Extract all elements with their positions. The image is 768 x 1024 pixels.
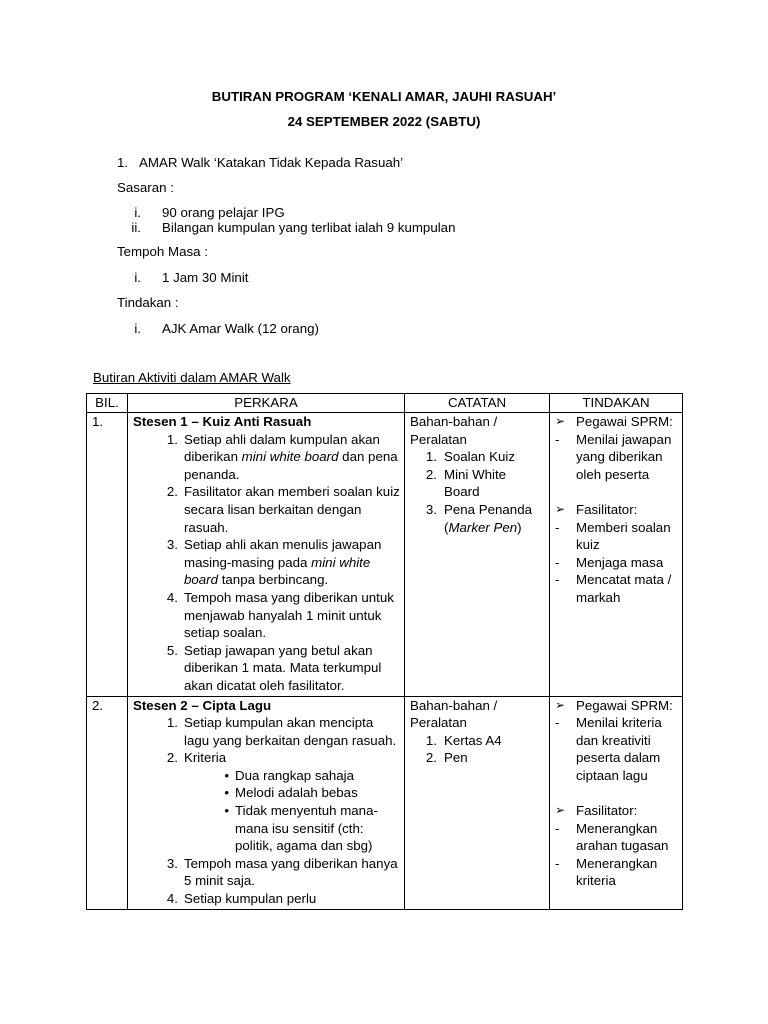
sasaran-text-1: 90 orang pelajar IPG bbox=[162, 205, 285, 220]
list-item: 4. Setiap kumpulan perlu bbox=[166, 891, 317, 907]
program-item-number: 1. bbox=[117, 155, 129, 170]
document-date: 24 SEPTEMBER 2022 (SABTU) bbox=[287, 114, 481, 129]
dash-bullet-icon: - bbox=[555, 855, 560, 871]
station-1-title: Stesen 1 – Kuiz Anti Rasuah bbox=[133, 414, 312, 429]
row-1-tindakan bbox=[550, 413, 683, 697]
station-2-title: Stesen 2 – Cipta Lagu bbox=[133, 697, 272, 713]
tindakan-role: ➢ Fasilitator: bbox=[555, 803, 638, 819]
tempoh-label: Tempoh Masa : bbox=[117, 244, 208, 259]
tindakan-task: - Menerangkan kriteria bbox=[555, 855, 658, 889]
arrowhead-bullet-icon: ➢ bbox=[555, 501, 566, 516]
header-perkara: PERKARA bbox=[128, 394, 405, 413]
activity-table bbox=[86, 393, 683, 910]
row-2-catatan bbox=[405, 696, 550, 909]
row-2-tindakan bbox=[550, 696, 683, 909]
dash-bullet-icon: - bbox=[555, 431, 560, 447]
sasaran-text-2: Bilangan kumpulan yang terlibat ialah 9 kumpulan bbox=[162, 220, 456, 235]
table-row bbox=[87, 696, 683, 909]
disc-bullet-icon: • bbox=[224, 785, 229, 801]
tindakan-num-1: i. bbox=[134, 321, 141, 336]
tindakan-task: - Memberi soalan kuiz bbox=[555, 519, 671, 553]
list-item: 2. Kriteria bbox=[166, 750, 227, 766]
tindakan-text-1: AJK Amar Walk (12 orang) bbox=[162, 321, 319, 336]
table-caption: Butiran Aktiviti dalam AMAR Walk bbox=[93, 370, 291, 385]
dash-bullet-icon: - bbox=[555, 572, 560, 588]
sasaran-num-1: i. bbox=[134, 205, 141, 220]
list-item: 1. Soalan Kuiz bbox=[425, 449, 515, 465]
row-1-bil: 1. bbox=[87, 413, 128, 697]
tindakan-task: - Menjaga masa bbox=[555, 554, 664, 570]
tempoh-num-1: i. bbox=[134, 270, 141, 285]
tindakan-task: - Menilai kriteria dan kreativiti peserta dalam ciptaan lagu bbox=[555, 715, 662, 783]
tempoh-text-1: 1 Jam 30 Minit bbox=[162, 270, 249, 285]
list-item: 1. Setiap kumpulan akan mencipta lagu yang berkaitan dengan rasuah. bbox=[166, 715, 397, 748]
list-item: 3. Pena Penanda (Marker Pen) bbox=[425, 501, 532, 535]
list-item: • Tidak menyentuh mana-mana isu sensitif (cth: politik, agama dan sbg) bbox=[133, 802, 400, 855]
row-2-perkara bbox=[128, 696, 405, 909]
header-catatan: CATATAN bbox=[405, 394, 550, 413]
list-item: 5. Setiap jawapan yang betul akan diberikan 1 mata. Mata terkumpul akan dicatat oleh fasilitator. bbox=[166, 642, 382, 693]
row-1-catatan bbox=[405, 413, 550, 697]
arrowhead-bullet-icon: ➢ bbox=[555, 414, 566, 428]
list-item: 3. Tempoh masa yang diberikan hanya 5 minit saja. bbox=[166, 855, 398, 889]
dash-bullet-icon: - bbox=[555, 519, 560, 535]
disc-bullet-icon: • bbox=[224, 803, 229, 819]
list-item: • Melodi adalah bebas bbox=[133, 784, 400, 802]
row-1-perkara bbox=[128, 413, 405, 697]
catatan-heading: Bahan-bahan / Peralatan bbox=[410, 697, 498, 731]
sasaran-label: Sasaran : bbox=[117, 180, 174, 195]
tindakan-role: ➢ Pegawai SPRM: bbox=[555, 414, 673, 429]
document-title: BUTIRAN PROGRAM ‘KENALI AMAR, JAUHI RASUAH’ bbox=[211, 89, 557, 104]
arrowhead-bullet-icon: ➢ bbox=[555, 803, 566, 818]
list-item: 4. Tempoh masa yang diberikan untuk menjawab hanyalah 1 minit untuk setiap soalan. bbox=[166, 589, 394, 641]
catatan-heading: Bahan-bahan / Peralatan bbox=[410, 414, 498, 447]
disc-bullet-icon: • bbox=[224, 767, 229, 783]
dash-bullet-icon: - bbox=[555, 820, 560, 836]
arrowhead-bullet-icon: ➢ bbox=[555, 697, 566, 712]
tindakan-task: - Mencatat mata / markah bbox=[555, 572, 672, 605]
list-item: 2. Fasilitator akan memberi soalan kuiz secara lisan berkaitan dengan rasuah. bbox=[166, 484, 400, 535]
table-header-row bbox=[87, 394, 683, 413]
program-item-title: AMAR Walk ‘Katakan Tidak Kepada Rasuah’ bbox=[139, 155, 404, 170]
dash-bullet-icon: - bbox=[555, 715, 560, 731]
header-bil: BIL. bbox=[87, 394, 128, 413]
tindakan-role: ➢ Pegawai SPRM: bbox=[555, 697, 673, 713]
tindakan-task: - Menilai jawapan yang diberikan oleh peserta bbox=[555, 431, 672, 482]
list-item: 2. Pen bbox=[425, 750, 468, 766]
tindakan-role: ➢ Fasilitator: bbox=[555, 501, 638, 517]
list-item: 1. Kertas A4 bbox=[425, 732, 502, 748]
list-item: 3. Setiap ahli akan menulis jawapan masing-masing pada mini white board tanpa berbincang. bbox=[166, 537, 382, 588]
row-2-bil: 2. bbox=[87, 696, 128, 909]
sasaran-num-2: ii. bbox=[131, 220, 141, 235]
table-row bbox=[87, 413, 683, 697]
tindakan-label: Tindakan : bbox=[117, 295, 179, 310]
list-item: • Dua rangkap sahaja bbox=[133, 767, 400, 785]
tindakan-task: - Menerangkan arahan tugasan bbox=[555, 820, 669, 854]
dash-bullet-icon: - bbox=[555, 554, 560, 570]
list-item: 1. Setiap ahli dalam kumpulan akan diberikan mini white board dan pena penanda. bbox=[166, 431, 398, 482]
header-tindakan: TINDAKAN bbox=[550, 394, 683, 413]
list-item: 2. Mini White Board bbox=[425, 466, 507, 500]
